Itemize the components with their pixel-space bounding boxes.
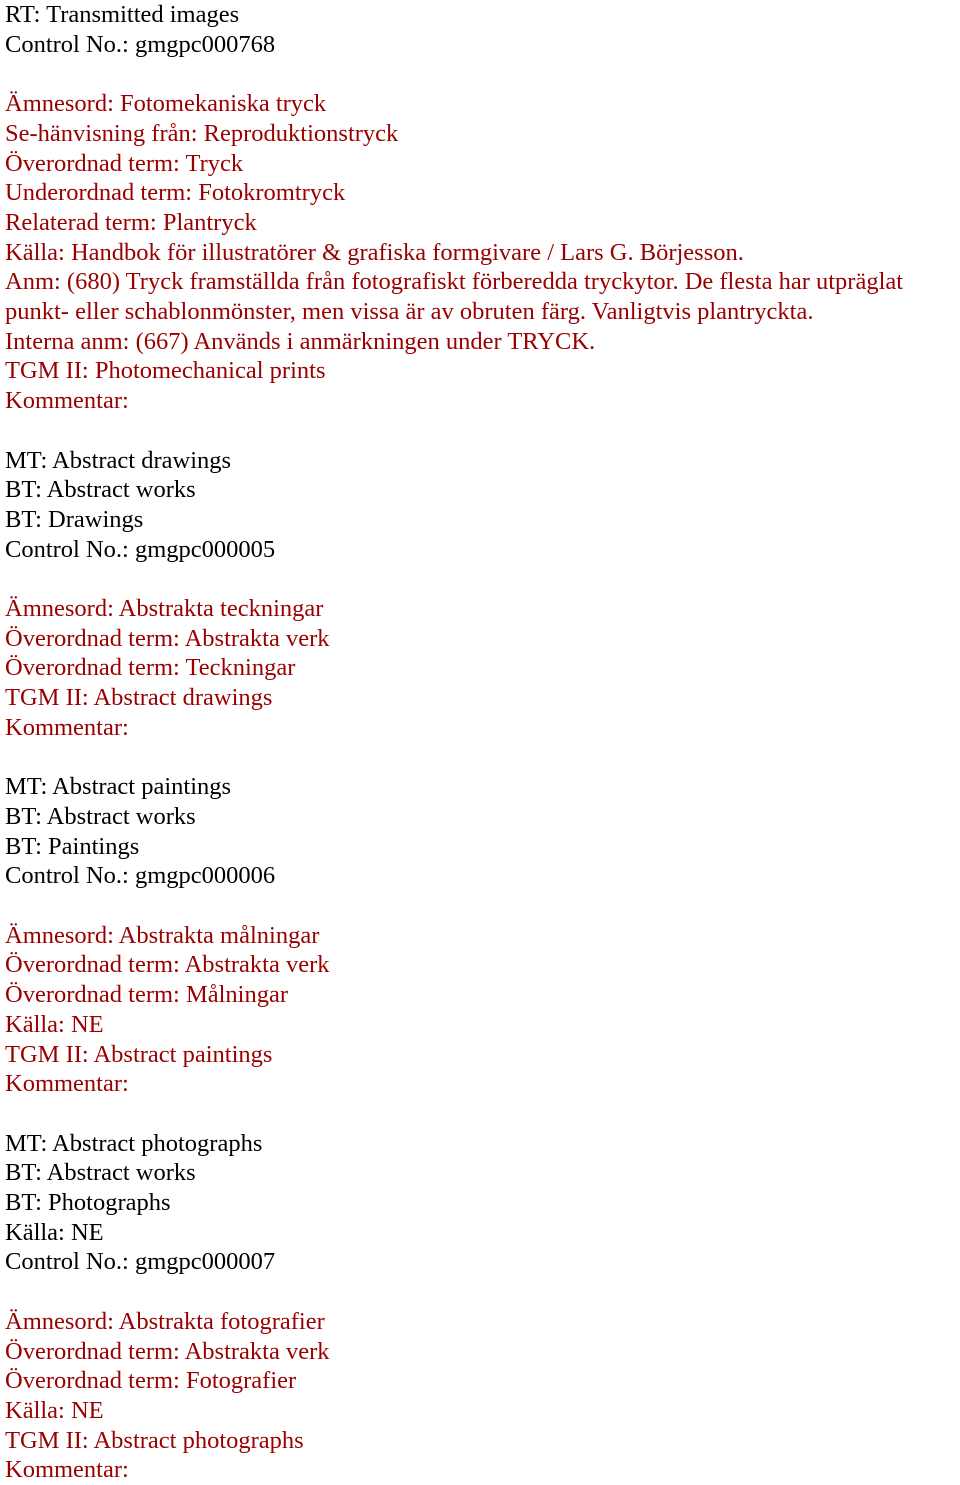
record-line: BT: Abstract works [5, 476, 196, 504]
record-line: Kommentar: [5, 713, 129, 741]
record-line: Överordnad term: Abstrakta verk [5, 1337, 330, 1365]
record-line: Överordnad term: Tryck [5, 149, 244, 177]
record-line: Se-hänvisning från: Reproduktionstryck [5, 119, 399, 147]
english-term-record [5, 0, 956, 59]
record-line: Källa: NE [5, 1010, 104, 1038]
record-line: Överordnad term: Abstrakta verk [5, 951, 330, 979]
record-line: Control No.: gmgpc000768 [5, 30, 276, 58]
blank-separator [5, 1099, 956, 1129]
record-line: MT: Abstract paintings [5, 773, 232, 801]
record-line: TGM II: Abstract paintings [5, 1040, 273, 1068]
record-line: Överordnad term: Målningar [5, 981, 289, 1009]
english-term-record [5, 1129, 956, 1278]
record-line: Överordnad term: Abstrakta verk [5, 624, 330, 652]
blank-separator [5, 416, 956, 446]
record-line: Interna anm: (667) Används i anmärkningen under TRYCK. [5, 327, 596, 355]
blank-separator [5, 59, 956, 89]
record-line: Ämnesord: Abstrakta fotografier [5, 1307, 325, 1335]
record-line: Control No.: gmgpc000005 [5, 535, 276, 563]
record-line: BT: Photographs [5, 1189, 171, 1217]
blank-separator [5, 1277, 956, 1307]
english-term-record [5, 446, 956, 565]
record-line: Överordnad term: Fotografier [5, 1367, 297, 1395]
record-line: Ämnesord: Abstrakta målningar [5, 921, 320, 949]
blank-separator [5, 891, 956, 921]
record-line: Kommentar: [5, 1456, 129, 1484]
record-line: MT: Abstract photographs [5, 1129, 263, 1157]
record-line: BT: Paintings [5, 832, 140, 860]
record-line: Källa: NE [5, 1218, 104, 1246]
record-line: Kommentar: [5, 387, 129, 415]
swedish-term-record [5, 1307, 956, 1485]
blank-separator [5, 743, 956, 773]
record-line: Källa: NE [5, 1396, 104, 1424]
record-line: BT: Abstract works [5, 1159, 196, 1187]
swedish-term-record [5, 921, 956, 1099]
swedish-term-record [5, 89, 956, 416]
record-line: Överordnad term: Teckningar [5, 654, 296, 682]
record-line: Anm: (680) Tryck framställda från fotografiskt förberedda tryckytor. De flesta har utpräglat punkt- eller schablonmönster, men vissa är av obruten färg. Vanligtvis plantryckta. [5, 268, 904, 326]
record-line: Relaterad term: Plantryck [5, 208, 257, 236]
record-line: MT: Abstract drawings [5, 446, 232, 474]
swedish-term-record [5, 594, 956, 743]
record-line: TGM II: Abstract drawings [5, 684, 273, 712]
record-line: Control No.: gmgpc000006 [5, 862, 276, 890]
record-line: TGM II: Photomechanical prints [5, 357, 326, 385]
record-line: RT: Transmitted images [5, 1, 240, 28]
record-line: Underordnad term: Fotokromtryck [5, 179, 346, 207]
record-line: BT: Abstract works [5, 802, 196, 830]
english-term-record [5, 772, 956, 891]
record-line: BT: Drawings [5, 505, 144, 533]
record-line: Control No.: gmgpc000007 [5, 1248, 276, 1276]
blank-separator [5, 564, 956, 594]
record-line: TGM II: Abstract photographs [5, 1426, 304, 1454]
record-line: Källa: Handbok för illustratörer & grafiska formgivare / Lars G. Börjesson. [5, 238, 744, 266]
record-line: Kommentar: [5, 1070, 129, 1098]
record-line: Ämnesord: Fotomekaniska tryck [5, 90, 327, 118]
record-line: Ämnesord: Abstrakta teckningar [5, 595, 324, 623]
